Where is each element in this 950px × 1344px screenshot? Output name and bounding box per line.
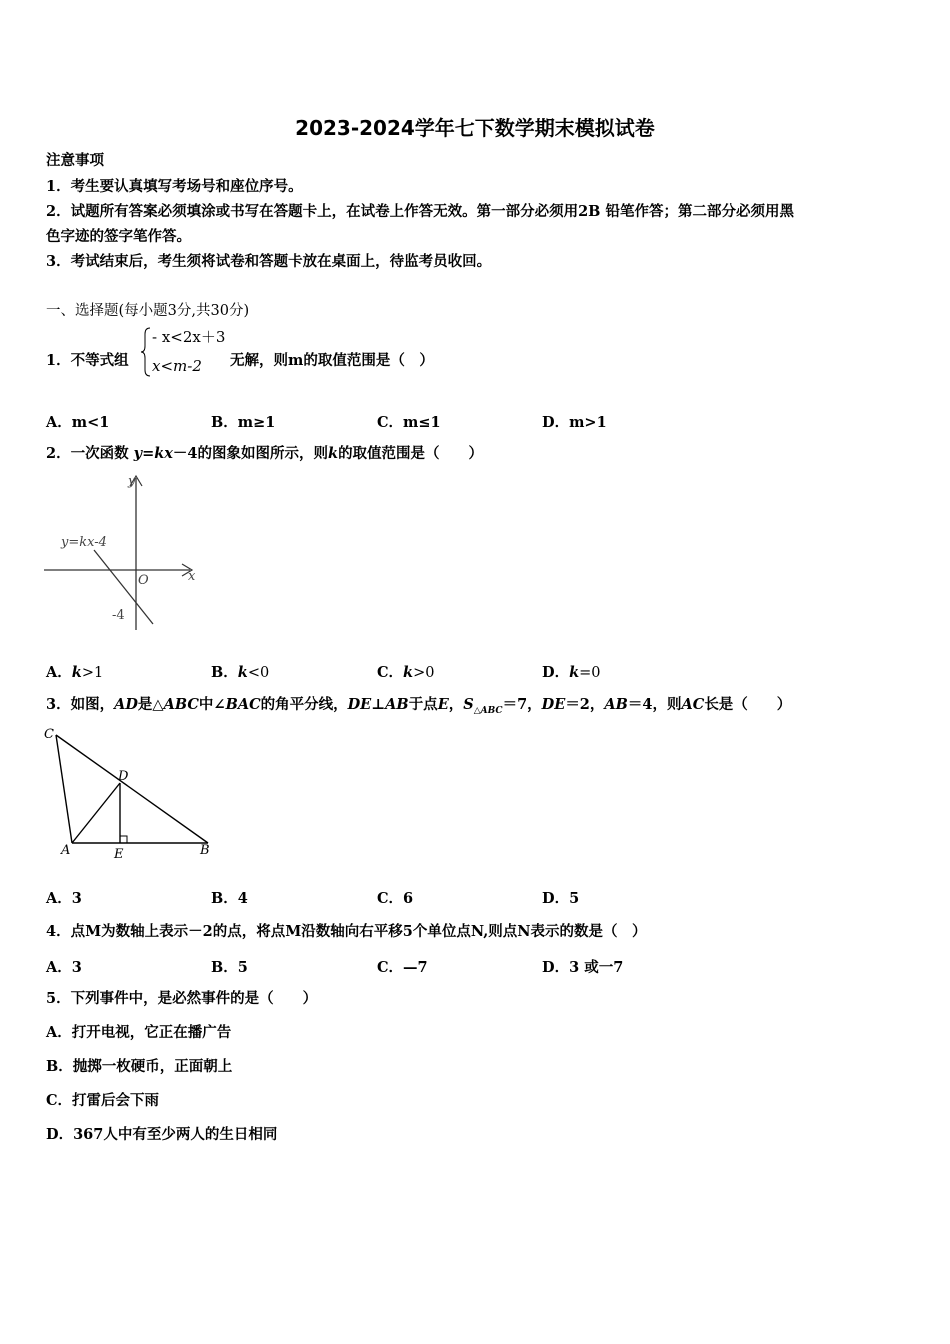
q1-ineq-1: - x<2x＋3 xyxy=(152,328,226,346)
q3-figure xyxy=(40,722,220,862)
q1-option-d[interactable]: D．m>1 xyxy=(542,414,607,431)
q4-option-c[interactable]: C．—7 xyxy=(377,959,428,976)
notice-item: 色字迹的签字笔作答。 xyxy=(46,228,191,245)
section-heading: 一、选择题(每小题3分,共30分) xyxy=(46,303,250,319)
q4-option-a[interactable]: A．3 xyxy=(46,959,82,976)
label-c: C xyxy=(44,727,54,742)
q1-option-b[interactable]: B．m≥1 xyxy=(211,414,276,431)
q5-option-b[interactable]: B．抛掷一枚硬币，正面朝上 xyxy=(46,1058,233,1075)
q5-stem: 5．下列事件中，是必然事件的是（ ） xyxy=(46,990,318,1007)
q5-option-d[interactable]: D．367人中有至少两人的生日相同 xyxy=(46,1126,278,1143)
right-angle-icon xyxy=(120,836,127,843)
segment-ad xyxy=(72,783,120,843)
q4-option-b[interactable]: B．5 xyxy=(211,959,248,976)
q1-suffix: 无解，则m的取值范围是（ ） xyxy=(230,352,434,369)
q1-option-a[interactable]: A．m<1 xyxy=(46,414,110,431)
q2-option-d[interactable]: D．k=0 xyxy=(542,664,601,681)
label-e: E xyxy=(114,847,124,862)
equation-label: y=kx-4 xyxy=(61,535,107,550)
q3-option-c[interactable]: C．6 xyxy=(377,890,414,907)
q5-option-c[interactable]: C．打雷后会下雨 xyxy=(46,1092,160,1109)
label-a: A xyxy=(61,843,71,858)
q5-option-a[interactable]: A．打开电视，它正在播广告 xyxy=(46,1024,232,1041)
label-b: B xyxy=(200,843,210,858)
notice-item: 3．考试结束后，考生须将试卷和答题卡放在桌面上，待监考员收回。 xyxy=(46,253,492,270)
q4-stem: 4．点M为数轴上表示－2的点，将点M沿数轴向右平移5个单位点N,则点N表示的数是（ ） xyxy=(46,923,647,940)
page-title: 2023-2024学年七下数学期末模拟试卷 xyxy=(295,116,655,140)
q2-option-b[interactable]: B．k<0 xyxy=(211,664,270,681)
label-d: D xyxy=(118,769,129,784)
brace-icon xyxy=(140,326,152,378)
q2-graph xyxy=(40,470,210,635)
q1-prefix: 1．不等式组 xyxy=(46,352,129,369)
notice-item: 2．试题所有答案必须填涂或书写在答题卡上，在试卷上作答无效。第一部分必须用2B 铅笔作答；第二部分必须用黑 xyxy=(46,203,794,220)
q4-option-d[interactable]: D．3 或一7 xyxy=(542,959,624,976)
notice-item: 1．考生要认真填写考场号和座位序号。 xyxy=(46,178,303,195)
origin-label: O xyxy=(138,573,149,588)
q2-stem: 2．一次函数 y=kx－4的图象如图所示，则k的取值范围是（ ） xyxy=(46,445,484,462)
intercept-label: -4 xyxy=(112,608,125,623)
q3-option-b[interactable]: B．4 xyxy=(211,890,248,907)
q2-option-a[interactable]: A．k>1 xyxy=(46,664,104,681)
q3-option-d[interactable]: D．5 xyxy=(542,890,580,907)
segment-ca xyxy=(56,735,72,843)
q3-option-a[interactable]: A．3 xyxy=(46,890,82,907)
q1-ineq-2: x<m-2 xyxy=(152,357,202,375)
x-label: x xyxy=(188,569,196,584)
q2-option-c[interactable]: C．k>0 xyxy=(377,664,435,681)
y-label: y xyxy=(128,474,136,489)
segment-cb xyxy=(56,735,208,843)
q1-option-c[interactable]: C．m≤1 xyxy=(377,414,441,431)
q3-stem: 3．如图，AD是△ABC中∠BAC的角平分线，DE⊥AB于点E，$S_{\triangle ABC}=7$，DE＝2，AB＝4，则AC长是（ ） xyxy=(46,696,792,716)
notice-heading: 注意事项 xyxy=(46,152,104,169)
